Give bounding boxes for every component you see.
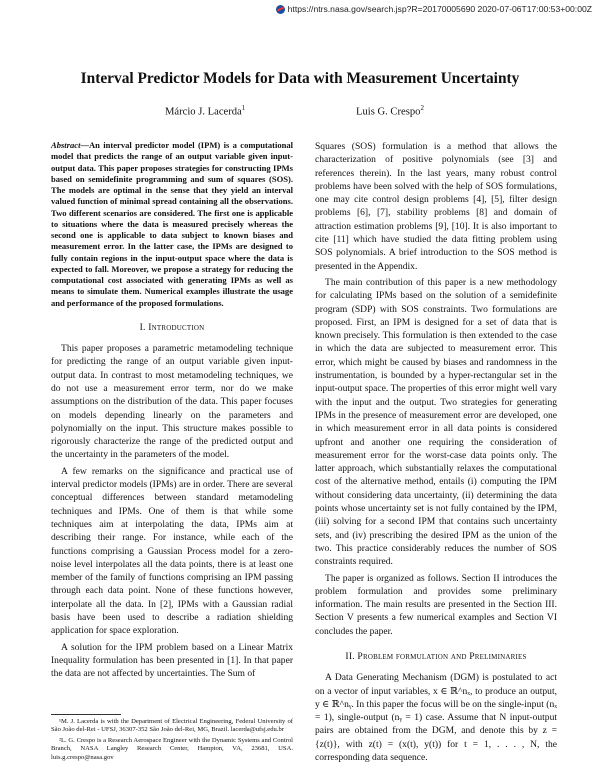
footnote-divider (51, 714, 121, 715)
paragraph: The paper is organized as follows. Section II introduces the problem formulation and provides some preliminary information. The main results are presented in the Section III. Section V presents a few numerical examples and Section VI concludes the paper. (315, 572, 557, 637)
paper-title: Interval Predictor Models for Data with Measurement Uncertainty (80, 70, 520, 87)
paragraph: This paper proposes a parametric metamodeling technique for predicting the range of an output variable given input-output data. In contrast to most metamodeling techniques, we do not use a measurement error term, nor do we make assumptions on the distribution of the data. This paper focuses on models depending linearly on the parameters and polynomially on the input. This structure makes possible to rigorously characterize the range of the predicted output and the uncertainty in the parameters of the model. (51, 343, 293, 461)
section-heading-problem-formulation (315, 650, 557, 663)
section-heading-introduction (51, 321, 293, 334)
section-number: I. (139, 321, 146, 333)
author-name: Luis G. Crespo (356, 106, 421, 118)
author-2 (356, 104, 424, 118)
paragraph: A solution for the IPM problem based on a Linear Matrix Inequality formulation has been presented in [1]. In that paper the data are not affected by uncertainties. The Sum of (51, 641, 293, 680)
footnote: ²L. G. Crespo is a Research Aerospace Engineer with the Dynamic Systems and Control Branch, NASA Langley Research Center, Hampton, VA, 23681, USA. luis.g.crespo@nasa.gov (51, 736, 293, 761)
section-title: Introduction (148, 321, 205, 333)
left-column (51, 140, 293, 683)
author-footnote-mark: 1 (241, 104, 246, 112)
abstract (51, 140, 293, 309)
abstract-label: Abstract (51, 140, 81, 150)
author-1 (165, 104, 245, 118)
author-name: Márcio J. Lacerda (165, 106, 242, 118)
paragraph: Squares (SOS) formulation is a method that allows the characterization of positive polynomials (see [3] and references therein). In the last years, many robust control problems have been solved with the help of SOS formulations, one may cite control design problems [4], [5], filter design problems [6], [7], stability problems [8] and domain of attraction estimation problems [9], [10]. It is also important to cite [11] which have studied the data fitting problem using SOS polynomials. A brief introduction to the SOS method is presented in the Appendix. (315, 141, 557, 272)
right-column (315, 140, 557, 767)
nasa-logo-icon (276, 5, 285, 14)
paragraph: A few remarks on the significance and practical use of interval predictor models (IPMs) are in order. There are several conceptual differences between standard metamodeling techniques and IPMs. One of them is that while some techniques aim at interpolating the data, IPMs aim at describing their range. For instance, while each of the functions comprising a Gaussian Process model for a zero-noise level interpolates all the data points, there is at least one member of the family of functions comprising an IPM passing through each data point. None of these functions however, interpolate all the data. In [2], IPMs with a Gaussian radial basis have been used to describe a radiation shielding application for space exploration. (51, 465, 293, 637)
author-footnote-mark: 2 (420, 104, 424, 112)
paragraph: The main contribution of this paper is a new methodology for calculating IPMs based on the solution of a semidefinite program (SDP) with SOS constraints. Two formulations are proposed. First, an IPM is designed for a set of data that is known precisely. This formulation is then extended to the case in which the data are subjected to measurement error. This error, which might be caused by biases and randomness in the instrumentation, is bounded by a hyper-rectangular set in the input-output space. The properties of this error might well vary with the input and the output. Two strategies for generating IPMs in the presence of measurement error are developed, one in which measurement error in all data points is considered upfront and another one requiring the consideration of measurement error for the worst-case data points only. The latter approach, which substantially relaxes the computational cost of the alternative method, entails (i) computing the IPM without considering data uncertainty, (ii) determining the data points whose uncertainty set is not fully contained by the IPM, (iii) solving for a second IPM that contains such uncertainty sets, and (iv) prescribing the desired IPM as the union of the two. This practice considerably reduces the number of SOS constraints required. (315, 276, 557, 568)
paragraph: A Data Generating Mechanism (DGM) is postulated to act on a vector of input variables, x ∈ ℝ^nₓ, to produce an output, y ∈ ℝ^nᵧ. In this paper the focus will be on the single-input (nₓ = 1), single-output (nᵧ = 1) case. Assume that N input-output pairs are obtained from the DGM, and denote this by z = {z(t)}, with z(t) = (x(t), y(t)) for t = 1, . . . , N, the corresponding data sequence. (315, 672, 557, 764)
section-number: II. (345, 650, 355, 662)
section-title: Problem formulation and Preliminaries (357, 650, 527, 662)
footnote: ¹M. J. Lacerda is with the Department of Electrical Engineering, Federal University of São João del-Rei - UFSJ, 36307-352 São João del-Rei, MG, Brazil. lacerda@ufsj.edu.br (51, 717, 293, 734)
source-url-bar (276, 4, 592, 14)
footnotes (51, 714, 293, 765)
abstract-text: —An interval predictor model (IPM) is a computational model that predicts the range of an output variable given input-output data. This paper proposes strategies for constructing IPMs based on semidefinite programming and sum of squares (SOS). The models are optimal in the sense that they yield an interval valued function of minimal spread containing all the observations. Two different scenarios are considered. The first one is applicable to situations where the data is measured precisely whereas the second one is applicable to data subject to known biases and measurement error. In the latter case, the IPMs are designed to fully contain regions in the input-output space where the data is expected to fall. Moreover, we propose a strategy for reducing the computational cost associated with generating IPMs as well as means to simulate them. Numerical examples illustrate the usage and performance of the proposed formulations. (51, 140, 293, 308)
source-url[interactable]: https://ntrs.nasa.gov/search.jsp?R=20170005690 2020-07-06T17:00:53+00:00Z (287, 4, 592, 14)
